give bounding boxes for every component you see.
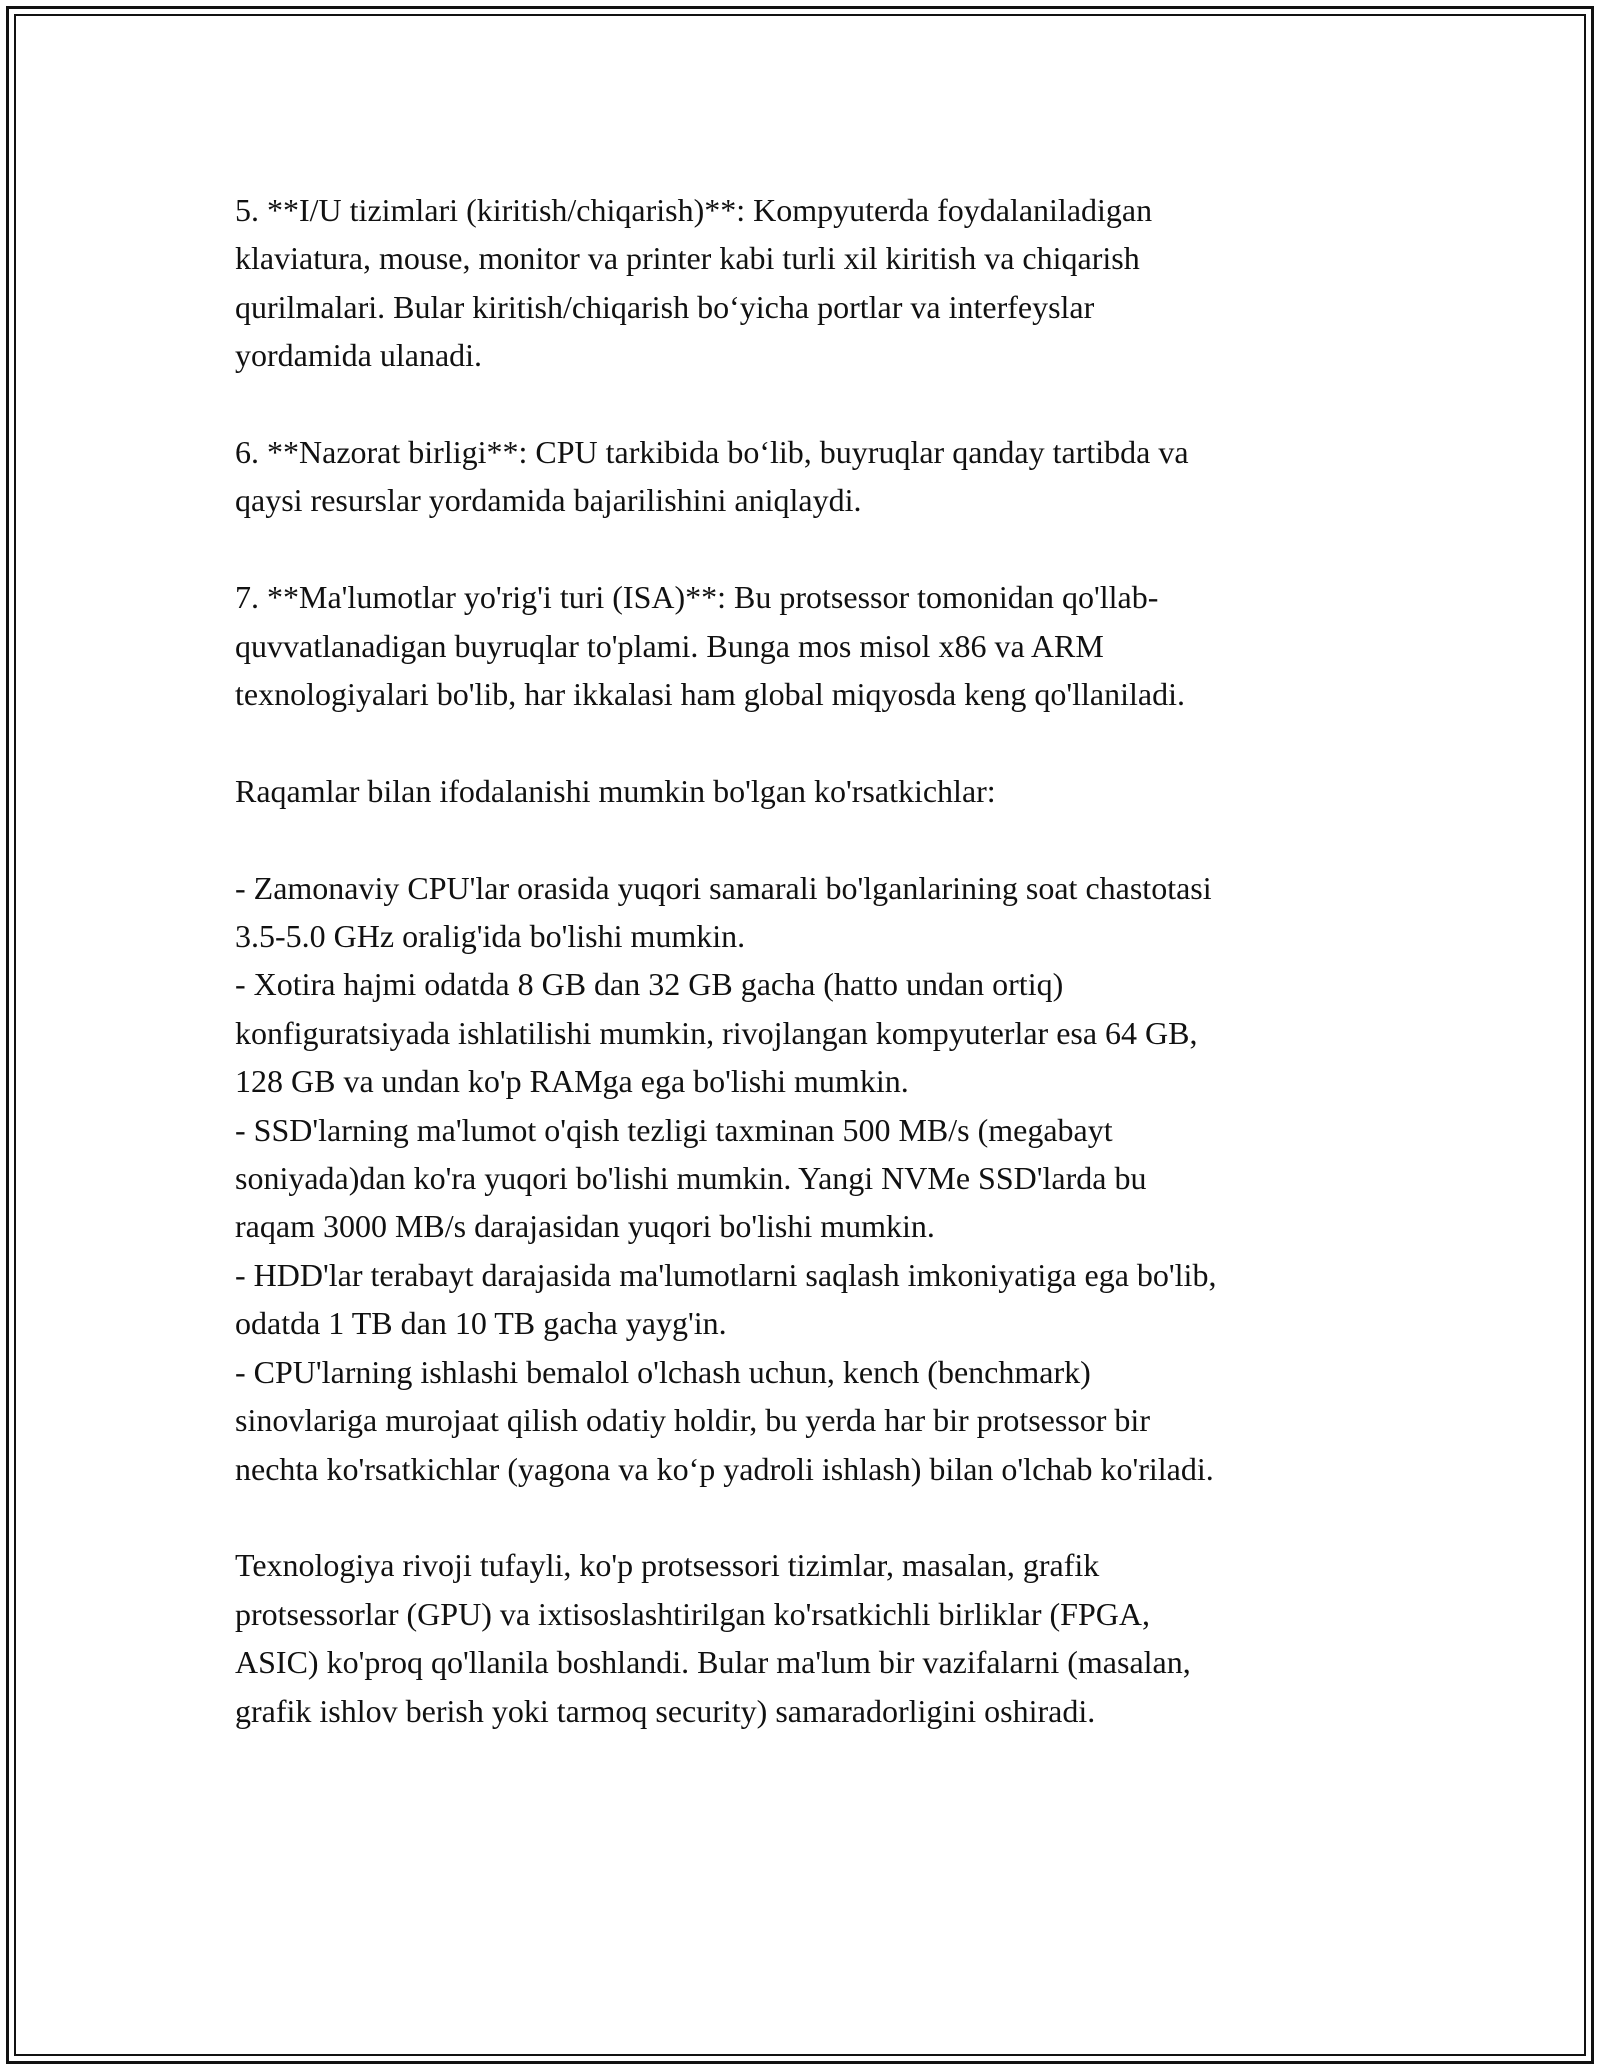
text-line: qaysi resurslar yordamida bajarilishini aniqlaydi. — [235, 482, 862, 519]
list-item-line: - SSD'larning ma'lumot o'qish tezligi taxminan 500 MB/s (megabayt — [235, 1111, 1113, 1148]
text-line: 7. **Ma'lumotlar yo'rig'i turi (ISA)**: Bu protsessor tomonidan qo'llab- — [235, 579, 1159, 616]
list-item-line: nechta ko'rsatkichlar (yagona va ko‘p yadroli ishlash) bilan o'lchab ko'riladi. — [235, 1450, 1214, 1487]
list-item-line: - Zamonaviy CPU'lar orasida yuqori samarali bo'lganlarining soat chastotasi — [235, 869, 1212, 906]
paragraph-spacer — [235, 525, 1375, 573]
list-item-line: - HDD'lar terabayt darajasida ma'lumotlarni saqlash imkoniyatiga ega bo'lib, — [235, 1256, 1217, 1293]
list-item-line: odatda 1 TB dan 10 TB gacha yayg'in. — [235, 1305, 727, 1342]
paragraph-metrics-intro — [235, 767, 1375, 815]
text-line: ASIC) ko'proq qo'llanila boshlandi. Bular ma'lum bir vazifalarni (masalan, — [235, 1644, 1191, 1681]
paragraph-spacer — [235, 1493, 1375, 1541]
list-item-line: 3.5-5.0 GHz oralig'ida bo'lishi mumkin. — [235, 918, 746, 955]
list-item-line: konfiguratsiyada ishlatilishi mumkin, rivojlangan kompyuterlar esa 64 GB, — [235, 1014, 1198, 1051]
paragraph-metrics-list — [235, 864, 1375, 1493]
list-item-line: 128 GB va undan ko'p RAMga ega bo'lishi mumkin. — [235, 1063, 909, 1100]
list-item-line: raqam 3000 MB/s darajasidan yuqori bo'lishi mumkin. — [235, 1208, 935, 1245]
text-line: qurilmalari. Bular kiritish/chiqarish bo‘yicha portlar va interfeyslar — [235, 288, 1095, 325]
paragraph-spacer — [235, 718, 1375, 766]
text-line: grafik ishlov berish yoki tarmoq security) samaradorligini oshiradi. — [235, 1692, 1096, 1729]
text-line: Raqamlar bilan ifodalanishi mumkin bo'lgan ko'rsatkichlar: — [235, 772, 996, 809]
text-line: 6. **Nazorat birligi**: CPU tarkibida bo‘lib, buyruqlar qanday tartibda va — [235, 434, 1189, 471]
document-body — [235, 186, 1375, 1735]
list-item-line: - CPU'larning ishlashi bemalol o'lchash uchun, kench (benchmark) — [235, 1353, 1091, 1390]
list-item-line: - Xotira hajmi odatda 8 GB dan 32 GB gacha (hatto undan ortiq) — [235, 966, 1064, 1003]
list-item-line: sinovlariga murojaat qilish odatiy holdir, bu yerda har bir protsessor bir — [235, 1402, 1150, 1439]
paragraph-item-5 — [235, 186, 1375, 380]
paragraph-conclusion — [235, 1541, 1375, 1735]
text-line: texnologiyalari bo'lib, har ikkalasi ham global miqyosda keng qo'llaniladi. — [235, 676, 1185, 713]
text-line: 5. **I/U tizimlari (kiritish/chiqarish)**: Kompyuterda foydalaniladigan — [235, 192, 1153, 228]
paragraph-item-7 — [235, 573, 1375, 718]
paragraph-spacer — [235, 815, 1375, 863]
text-line: yordamida ulanadi. — [235, 337, 483, 374]
paragraph-item-6 — [235, 428, 1375, 525]
paragraph-spacer — [235, 380, 1375, 428]
text-line: protsessorlar (GPU) va ixtisoslashtirilgan ko'rsatkichli birliklar (FPGA, — [235, 1595, 1150, 1632]
text-line: quvvatlanadigan buyruqlar to'plami. Bunga mos misol x86 va ARM — [235, 627, 1104, 664]
text-line: Texnologiya rivoji tufayli, ko'p protsessori tizimlar, masalan, grafik — [235, 1547, 1100, 1584]
text-line: klaviatura, mouse, monitor va printer kabi turli xil kiritish va chiqarish — [235, 240, 1140, 277]
list-item-line: soniyada)dan ko'ra yuqori bo'lishi mumkin. Yangi NVMe SSD'larda bu — [235, 1160, 1147, 1197]
